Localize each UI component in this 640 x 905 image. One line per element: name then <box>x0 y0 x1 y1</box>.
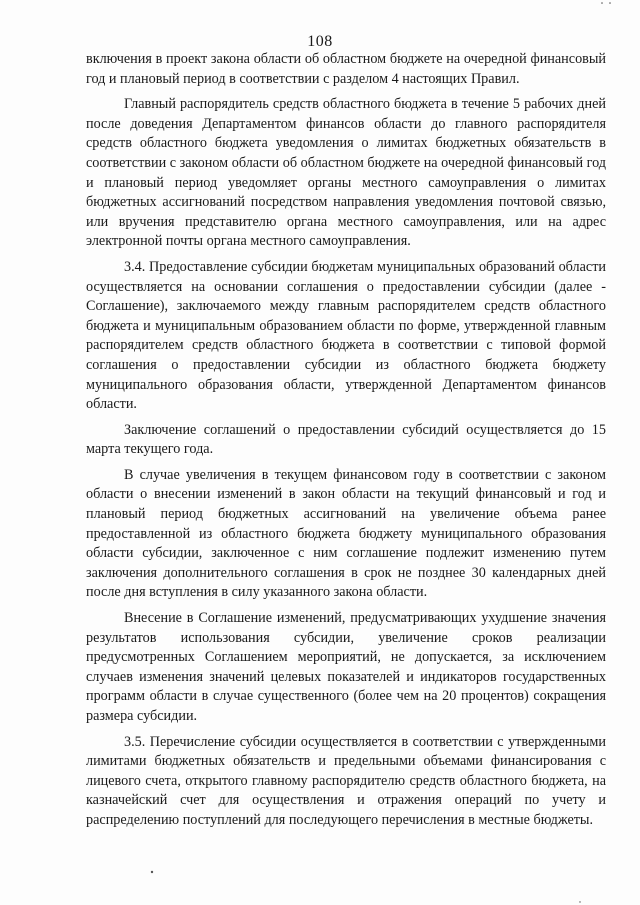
paragraph-increase-case: В случае увеличения в текущем финансовом году в соответствии с законом области о внесении изменений в закон области на текущий финансовый и год и плановый период бюджетных ассигнований на увеличение объема ранее предоставленной из областного бюджета бюджету муниципального образования области субсидии, заключенное с ним соглашение подлежит изменению путем заключения дополнительного соглашения в срок не позднее 30 календарных дней после дня вступления в силу указанного закона области. <box>86 466 606 601</box>
paragraph-amendments: Внесение в Соглашение изменений, предусматривающих ухудшение значения результатов использования субсидии, увеличение сроков реализации предусмотренных Соглашением мероприятий, не допускается, за исключением случаев изменения значений целевых показателей и индикаторов государственных программ области в случае существенного (более чем на 20 процентов) сокращения размера субсидии. <box>86 610 606 724</box>
document-body <box>86 50 606 837</box>
paragraph-3-5: 3.5. Перечисление субсидии осуществляется в соответствии с утвержденными лимитами бюджетных обязательств и предельными объемами финансирования с лицевого счета, открытого главному распорядителю средств областного бюджета, на казначейский счет для осуществления и отражения операций по учету и распределению поступлений для последующего перечисления в местные бюджеты. <box>86 733 606 828</box>
paragraph-continuation: включения в проект закона области об областном бюджете на очередной финансовый год и плановый период в соответствии с разделом 4 настоящих Правил. <box>86 51 606 87</box>
paragraph-3-4: 3.4. Предоставление субсидии бюджетам муниципальных образований области осуществляется на основании соглашения о предоставлении субсидии (далее - Соглашение), заключаемого между главным распорядителем средств областного бюджета и муниципальным образованием области по форме, утвержденной главным распорядителем средств областного бюджета в соответствии с типовой формой соглашения о предоставлении субсидии из областного бюджета бюджету муниципального образования области, утвержденной Департаментом финансов области. <box>86 258 606 413</box>
paragraph-notification: Главный распорядитель средств областного бюджета в течение 5 рабочих дней после доведения Департаментом финансов области до главного распорядителя средств областного бюджета уведомления о лимитах бюджетных обязательств в соответствии с законом области об областном бюджете на очередной финансовый год и плановый период уведомляет органы местного самоуправления о лимитах бюджетных ассигнований посредством направления уведомления почтовой связью, или вручения представителю органа местного самоуправления, или на адрес электронной почты органа местного самоуправления. <box>86 96 606 250</box>
page-number: 108 <box>307 33 333 50</box>
paragraph-agreement-deadline: Заключение соглашений о предоставлении субсидий осуществляется до 15 марта текущего года. <box>86 421 606 458</box>
